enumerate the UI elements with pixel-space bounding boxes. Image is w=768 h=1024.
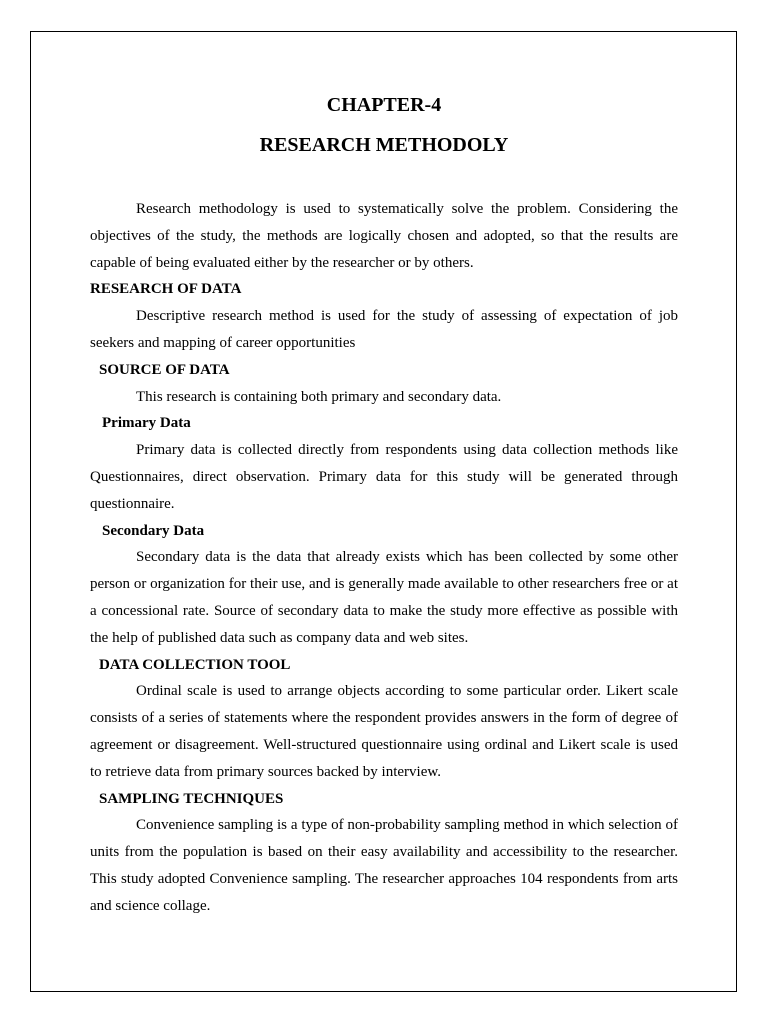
chapter-number: CHAPTER-4 bbox=[326, 94, 442, 116]
data-collection-tool-heading: DATA COLLECTION TOOL bbox=[99, 656, 291, 673]
primary-data-heading: Primary Data bbox=[102, 415, 191, 432]
source-of-data-heading: SOURCE OF DATA bbox=[99, 361, 230, 378]
secondary-data-paragraph: Secondary data is the data that already exists which has been collected by some other person or organization for their use, and is generally made available to other researchers free or at a concessional rate. Source of secondary data to make the study more effective as possible with the help of published data such as company data and web sites. bbox=[90, 549, 678, 646]
chapter-title: RESEARCH METHODOLY bbox=[259, 134, 509, 156]
source-of-data-paragraph: This research is containing both primary and secondary data. bbox=[136, 388, 502, 405]
document-content bbox=[90, 88, 678, 920]
research-of-data-paragraph: Descriptive research method is used for the study of assessing of expectation of job seekers and mapping of career opportunities bbox=[90, 308, 678, 351]
sampling-techniques-heading: SAMPLING TECHNIQUES bbox=[99, 790, 284, 807]
intro-paragraph: Research methodology is used to systematically solve the problem. Considering the objectives of the study, the methods are logically chosen and adopted, so that the results are capable of being evaluated either by the researcher or by others. bbox=[90, 201, 678, 271]
sampling-techniques-paragraph: Convenience sampling is a type of non-probability sampling method in which selection of units from the population is based on their easy availability and accessibility to the researcher. This study adopted Convenience sampling. The researcher approaches 104 respondents from arts and science collage. bbox=[90, 817, 678, 914]
data-collection-tool-paragraph: Ordinal scale is used to arrange objects according to some particular order. Likert scale consists of a series of statements where the respondent provides answers in the form of degree of agreement or disagreement. Well-structured questionnaire using ordinal and Likert scale is used to retrieve data from primary sources backed by interview. bbox=[90, 683, 678, 780]
primary-data-paragraph: Primary data is collected directly from respondents using data collection methods like Questionnaires, direct observation. Primary data for this study will be generated through questionnaire. bbox=[90, 442, 678, 512]
research-of-data-heading: RESEARCH OF DATA bbox=[90, 281, 242, 298]
secondary-data-heading: Secondary Data bbox=[102, 522, 205, 539]
